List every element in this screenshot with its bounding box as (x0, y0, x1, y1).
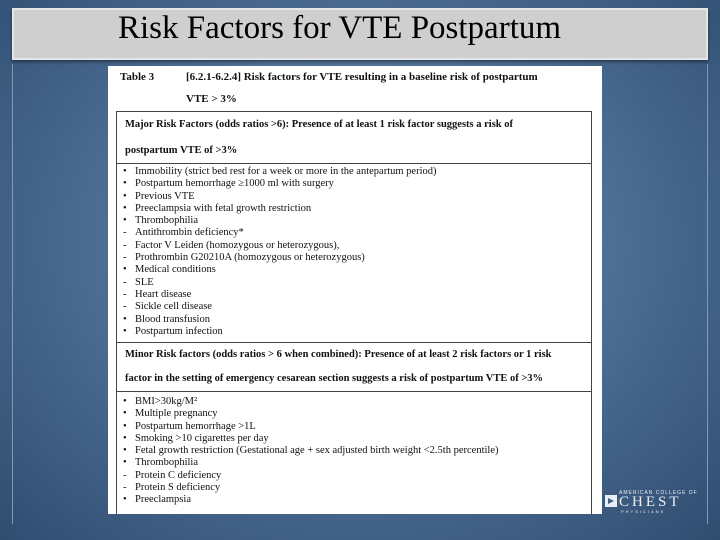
logo-line2: CHEST (619, 494, 682, 510)
bullet-marker: • (123, 494, 127, 506)
major-item-text: Preeclampsia with fetal growth restriction (135, 202, 312, 214)
major-item (123, 191, 591, 203)
major-item-text: Medical conditions (135, 264, 216, 276)
major-item (123, 277, 591, 289)
bullet-marker: - (123, 301, 127, 313)
bullet-marker: • (123, 432, 127, 444)
major-item (123, 240, 591, 252)
major-item (123, 289, 591, 301)
document-image (108, 66, 602, 514)
minor-item (123, 482, 591, 494)
major-header-line1: Major Risk Factors (odds ratios >6): Presence of at least 1 risk factor suggests a risk of (125, 119, 514, 130)
table-label: Table 3 (120, 71, 155, 83)
minor-item-text: Protein S deficiency (135, 482, 221, 494)
major-item-text: Antithrombin deficiency* (135, 227, 244, 239)
major-item (123, 301, 591, 313)
minor-item (123, 421, 591, 433)
major-item-text: Heart disease (135, 288, 192, 300)
bullet-marker: • (123, 190, 127, 202)
bullet-marker: - (123, 288, 127, 300)
bullet-marker: • (123, 408, 127, 420)
bullet-marker: • (123, 396, 127, 407)
major-item-text: Previous VTE (135, 190, 195, 202)
major-item (123, 326, 591, 338)
bullet-marker: - (123, 227, 127, 239)
major-item-text: Prothrombin G20210A (homozygous or heterozygous) (135, 252, 365, 264)
minor-risk-header (117, 342, 591, 392)
major-risk-header (117, 112, 591, 164)
major-risk-list (117, 166, 591, 338)
major-item-text: Blood transfusion (135, 313, 210, 325)
major-item (123, 314, 591, 326)
minor-item (123, 408, 591, 420)
bullet-marker: - (123, 239, 127, 251)
minor-item-text: Smoking >10 cigarettes per day (135, 432, 269, 444)
minor-item-text: Multiple pregnancy (135, 408, 218, 420)
bullet-marker: • (123, 445, 127, 457)
minor-item (123, 457, 591, 469)
major-item (123, 264, 591, 276)
logo-line3: PHYSICIANS (621, 509, 666, 514)
table-title-line1: [6.2.1-6.2.4] Risk factors for VTE resulting in a baseline risk of postpartum (186, 71, 538, 83)
minor-item (123, 433, 591, 445)
major-header-line2: postpartum VTE of >3% (125, 145, 238, 156)
minor-item (123, 396, 591, 408)
major-item (123, 252, 591, 264)
minor-header-line2: factor in the setting of emergency cesarean section suggests a risk of postpartum VTE of >3% (125, 373, 544, 384)
minor-item-text: BMI>30kg/M² (135, 396, 198, 407)
major-item (123, 227, 591, 239)
bullet-marker: • (123, 166, 127, 177)
bullet-marker: • (123, 457, 127, 469)
major-item-text: Factor V Leiden (homozygous or heterozygous), (135, 239, 340, 251)
major-item-text: Postpartum hemorrhage ≥1000 ml with surgery (135, 178, 334, 190)
minor-item-text: Protein C deficiency (135, 469, 222, 481)
risk-table (116, 111, 592, 514)
major-item (123, 178, 591, 190)
table-caption (120, 71, 538, 83)
bullet-marker: • (123, 325, 127, 337)
table-title-line2: VTE > 3% (186, 93, 237, 105)
bullet-marker: • (123, 202, 127, 214)
bullet-marker: - (123, 482, 127, 494)
bullet-marker: • (123, 178, 127, 190)
slide-title: Risk Factors for VTE Postpartum (118, 10, 562, 46)
chest-logo (605, 488, 697, 514)
logo-line1: AMERICAN COLLEGE OF (619, 490, 698, 496)
minor-risk-list (117, 396, 591, 507)
major-item-text: Immobility (strict bed rest for a week or more in the antepartum period) (135, 166, 437, 177)
logo-flag-icon (605, 495, 617, 507)
bullet-marker: • (123, 264, 127, 276)
minor-item-text: Fetal growth restriction (Gestational age + sex adjusted birth weight <2.5th percentile) (135, 445, 499, 457)
major-item-text: SLE (135, 276, 154, 288)
minor-header-line1: Minor Risk factors (odds ratios > 6 when combined): Presence of at least 2 risk factors or 1 risk (125, 349, 552, 360)
bullet-marker: - (123, 252, 127, 264)
bullet-marker: • (123, 215, 127, 227)
bullet-marker: - (123, 276, 127, 288)
bullet-marker: - (123, 469, 127, 481)
major-item-text: Postpartum infection (135, 325, 223, 337)
major-item (123, 215, 591, 227)
major-item-text: Thrombophilia (135, 215, 198, 227)
minor-item-text: Preeclampsia (135, 494, 191, 506)
major-item (123, 203, 591, 215)
bullet-marker: • (123, 313, 127, 325)
minor-item-text: Thrombophilia (135, 457, 198, 469)
minor-item (123, 470, 591, 482)
minor-item (123, 445, 591, 457)
major-item-text: Sickle cell disease (135, 301, 212, 313)
major-item (123, 166, 591, 178)
minor-item-text: Postpartum hemorrhage >1L (135, 420, 256, 432)
bullet-marker: • (123, 420, 127, 432)
minor-item (123, 494, 591, 506)
